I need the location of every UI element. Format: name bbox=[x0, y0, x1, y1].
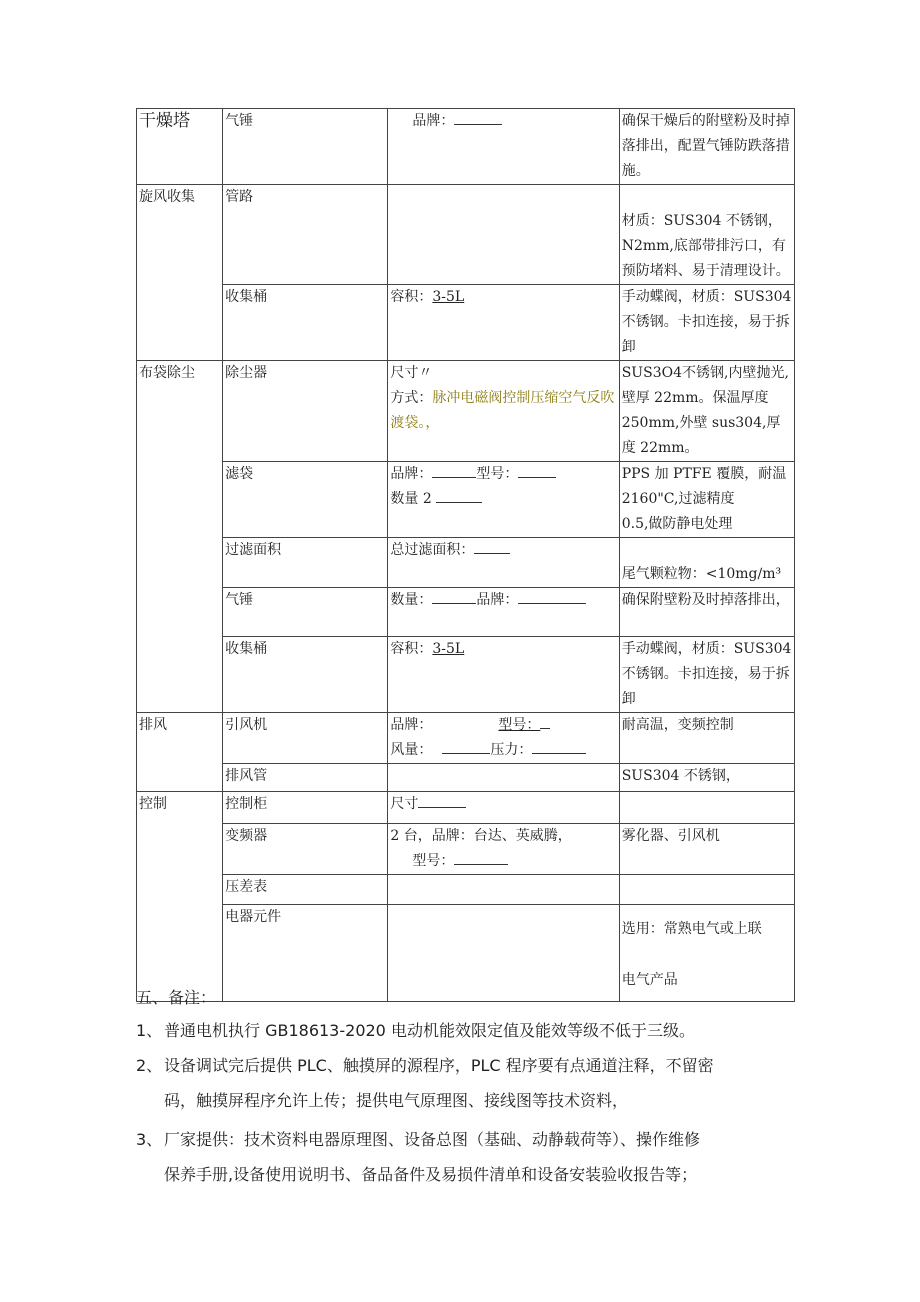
equipment-spec-table bbox=[136, 108, 795, 1002]
requirement-cell bbox=[619, 462, 794, 538]
item-name: 管路 bbox=[223, 185, 388, 285]
spec-cell bbox=[388, 713, 619, 764]
item-name: 收集桶 bbox=[223, 637, 388, 713]
req-line: PPS 加 PTFE 覆膜，耐温 2160"C,过滤精度 bbox=[621, 466, 787, 507]
blank-line bbox=[418, 793, 466, 808]
item-name: 控制柜 bbox=[223, 792, 388, 824]
spec-label: 尺寸 bbox=[390, 796, 419, 812]
blank-line bbox=[518, 463, 556, 478]
spec-line: 尺寸〃 bbox=[390, 365, 433, 381]
notes-title: 五、备注： bbox=[136, 988, 217, 1007]
spec-cell bbox=[388, 462, 619, 538]
table-row bbox=[137, 824, 795, 875]
table-row bbox=[137, 285, 795, 361]
requirement-cell: 确保干燥后的附壁粉及时掉落排出，配置气锤防跌落措施。 bbox=[619, 109, 794, 185]
blank-line bbox=[442, 739, 490, 754]
spec-label: 数量 2 bbox=[390, 491, 432, 507]
blank-line bbox=[432, 463, 476, 478]
table-row bbox=[137, 637, 795, 713]
blank-line bbox=[474, 539, 510, 554]
spec-label: 型号： bbox=[476, 466, 519, 482]
item-name: 除尘器 bbox=[223, 361, 388, 462]
spec-label: 容积： bbox=[390, 289, 433, 305]
requirement-cell: SUS304 不锈钢， bbox=[619, 764, 794, 792]
item-name: 滤袋 bbox=[223, 462, 388, 538]
requirement-cell bbox=[619, 185, 794, 285]
table-row bbox=[137, 538, 795, 588]
note-number: 3、 bbox=[136, 1130, 163, 1149]
spec-cell bbox=[388, 764, 619, 792]
spec-label: 品牌： bbox=[476, 592, 519, 608]
blank-line bbox=[518, 589, 586, 604]
spec-value: 3-5L bbox=[432, 289, 465, 305]
table-row bbox=[137, 361, 795, 462]
note-text: 设备调试完后提供 PLC、触摸屏的源程序，PLC 程序要有点通道注释，不留密 bbox=[164, 1056, 714, 1075]
req-line: 尾气颗粒物：<10mg∕m³ bbox=[621, 566, 782, 582]
table-row bbox=[137, 462, 795, 538]
req-line: 电气产品 bbox=[621, 972, 678, 988]
req-line: 选用：常熟电气或上联 bbox=[621, 921, 762, 937]
req-line: 材质：SUS304 不锈钢， bbox=[621, 213, 782, 229]
note-number: 1、 bbox=[136, 1021, 163, 1040]
item-name: 过滤面积 bbox=[223, 538, 388, 588]
blank-line bbox=[432, 589, 476, 604]
spec-label: 品牌： bbox=[390, 466, 433, 482]
spec-cell bbox=[388, 637, 619, 713]
section-dry-tower: 干燥塔 bbox=[137, 109, 223, 185]
table-row bbox=[137, 185, 795, 285]
note-item bbox=[136, 1050, 796, 1116]
spec-label: 型号： bbox=[498, 717, 541, 733]
spec-label: 品牌： bbox=[390, 717, 433, 733]
item-name: 电器元件 bbox=[223, 905, 388, 1002]
requirement-cell: 确保附壁粉及时掉落排出， bbox=[619, 588, 794, 637]
requirement-cell: SUS3O4不锈钢,内壁抛光,壁厚 22mm。保温厚度250mm,外壁 sus304,厚度 22mm。 bbox=[619, 361, 794, 462]
blank-line bbox=[454, 850, 508, 865]
spec-cell bbox=[388, 185, 619, 285]
note-text-continued: 保养手册,设备使用说明书、备品备件及易损件清单和设备安装验收报告等； bbox=[164, 1165, 698, 1184]
spec-label: 风量： bbox=[390, 742, 433, 758]
req-line: N2mm,底部带排污口，有预防堵料、易于清理设计。 bbox=[621, 238, 790, 279]
requirement-cell: 手动蝶阀，材质：SUS304 不锈钢。卡扣连接，易于拆卸 bbox=[619, 637, 794, 713]
note-text: 厂家提供：技术资料电器原理图、设备总图（基础、动静载荷等）、操作维修 bbox=[164, 1130, 701, 1149]
item-name: 引风机 bbox=[223, 713, 388, 764]
item-name: 气锤 bbox=[223, 109, 388, 185]
section-exhaust: 排风 bbox=[137, 713, 223, 792]
note-number: 2、 bbox=[136, 1056, 163, 1075]
section-control: 控制 bbox=[137, 792, 223, 1002]
note-item bbox=[136, 1124, 796, 1190]
requirement-cell bbox=[619, 792, 794, 824]
spec-brand-label: 品牌： bbox=[412, 113, 455, 129]
spec-cell bbox=[388, 792, 619, 824]
table-row bbox=[137, 588, 795, 637]
spec-method-text: 脉冲电磁阀控制压缩空气反吹渡袋。， bbox=[390, 390, 615, 431]
spec-cell bbox=[388, 285, 619, 361]
requirement-cell: 手动蝶阀，材质：SUS304 不锈钢。卡扣连接，易于拆卸 bbox=[619, 285, 794, 361]
spec-cell bbox=[388, 824, 619, 875]
blank-line bbox=[454, 110, 502, 125]
table-row bbox=[137, 875, 795, 905]
section-cyclone: 旋风收集 bbox=[137, 185, 223, 361]
spec-label: 方式： bbox=[390, 390, 433, 406]
requirement-cell: 耐高温，变频控制 bbox=[619, 713, 794, 764]
item-name: 排风管 bbox=[223, 764, 388, 792]
item-name: 压差表 bbox=[223, 875, 388, 905]
req-line: 0.5,做防静电处理 bbox=[621, 516, 733, 532]
table-row bbox=[137, 109, 795, 185]
note-item bbox=[136, 1015, 796, 1046]
spec-value: 3-5L bbox=[432, 641, 465, 657]
table-row bbox=[137, 792, 795, 824]
blank-line bbox=[540, 714, 550, 729]
item-name: 变频器 bbox=[223, 824, 388, 875]
spec-label: 总过滤面积： bbox=[390, 542, 475, 558]
blank-line bbox=[532, 739, 586, 754]
spec-cell bbox=[388, 109, 619, 185]
spec-label: 容积： bbox=[390, 641, 433, 657]
spec-cell bbox=[388, 875, 619, 905]
spec-label: 型号： bbox=[412, 853, 455, 869]
note-text-continued: 码，触摸屏程序允许上传；提供电气原理图、接线图等技术资料， bbox=[164, 1091, 629, 1110]
spec-cell bbox=[388, 361, 619, 462]
requirement-cell bbox=[619, 875, 794, 905]
spec-label: 压力： bbox=[490, 742, 533, 758]
spec-label: 数量： bbox=[390, 592, 433, 608]
spec-cell bbox=[388, 538, 619, 588]
note-text: 普通电机执行 GB18613-2020 电动机能效限定值及能效等级不低于三级。 bbox=[164, 1021, 695, 1040]
item-name: 收集桶 bbox=[223, 285, 388, 361]
requirement-cell bbox=[619, 538, 794, 588]
blank-line bbox=[436, 488, 482, 503]
table-row bbox=[137, 713, 795, 764]
spec-line: 2 台，品牌：台达、英威腾， bbox=[390, 828, 572, 844]
spec-cell bbox=[388, 588, 619, 637]
item-name: 气锤 bbox=[223, 588, 388, 637]
section-bag-filter: 布袋除尘 bbox=[137, 361, 223, 713]
requirement-cell: 雾化器、引风机 bbox=[619, 824, 794, 875]
table-row bbox=[137, 764, 795, 792]
